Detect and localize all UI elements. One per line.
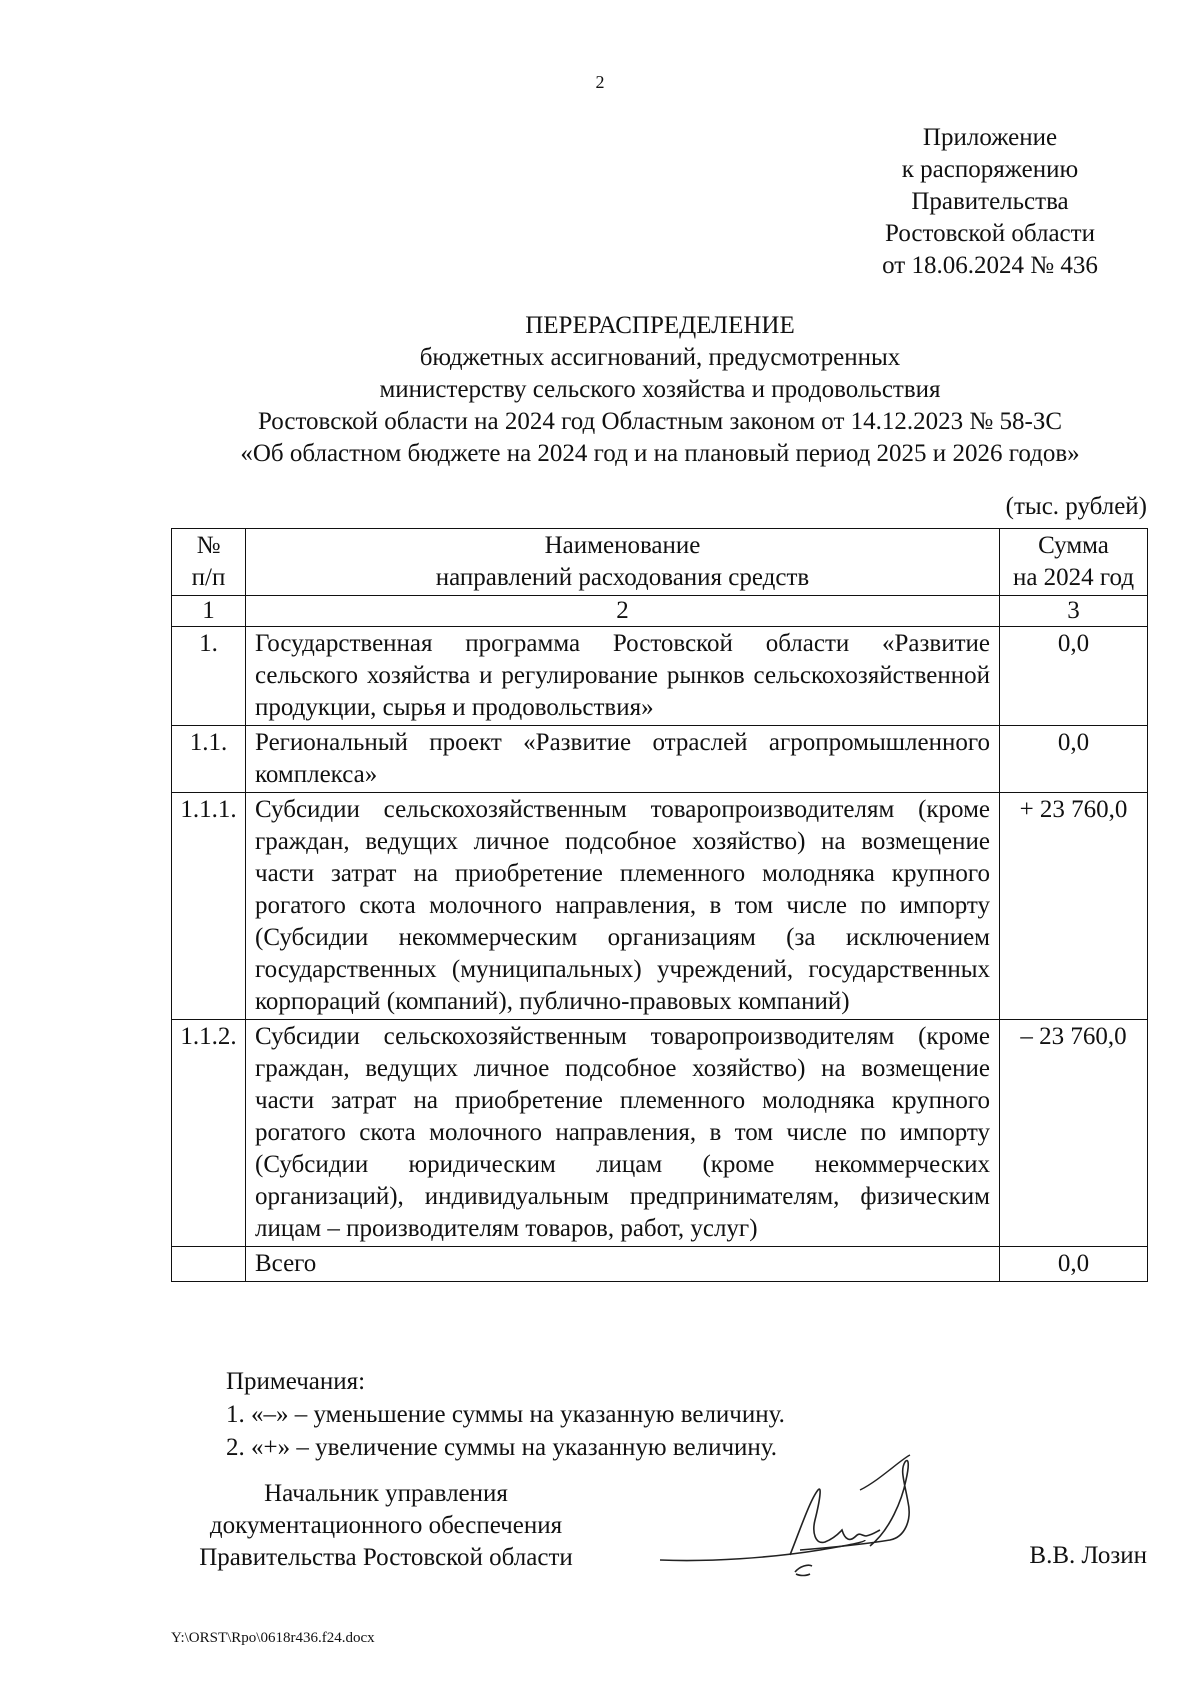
appendix-line: к распоряжению [901,156,1079,183]
signer-title-line: документационного обеспечения [209,1512,563,1539]
signer-title-line: Правительства Ростовской области [199,1544,573,1571]
appendix-line: Ростовской области [885,220,1095,247]
table-row [172,627,1148,726]
title-heading: ПЕРЕРАСПРЕДЕЛЕНИЕ [525,312,795,339]
table-row [172,793,1148,1020]
total-row [172,1247,1148,1282]
header-name [246,529,1000,596]
row-num: 1.1.1. [172,793,246,1020]
document-title [130,310,1190,470]
handwritten-signature [650,1450,950,1580]
row-num: 1. [172,627,246,726]
row-num: 1.1. [172,726,246,793]
file-path: Y:\ORST\Rpo\0618r436.f24.docx [171,1630,375,1646]
header-name-line: направлений расходования средств [435,564,810,591]
header-num-line: п/п [191,564,226,591]
row-text: Субсидии сельскохозяйственным товаропроизводителям (кроме граждан, ведущих личное подсобное хозяйство) на возмещение части затрат на приобретение племенного молодняка крупного рогатого скота молочного направления, в том числе по импорту (Субсидии юридическим лицам (кроме некоммерческих организаций), индивидуальным предпринимателям, физическим лицам – производителям товаров, работ, услуг) [246,1020,1000,1247]
appendix-line: Правительства [911,188,1069,215]
total-num [172,1247,246,1282]
header-name-line: Наименование [544,532,701,559]
title-line: «Об областном бюджете на 2024 год и на плановый период 2025 и 2026 годов» [240,440,1080,467]
budget-table [171,528,1148,1282]
row-text: Государственная программа Ростовской области «Развитие сельского хозяйства и регулирование рынков сельскохозяйственной продукции, сырья и продовольствия» [246,627,1000,726]
row-sum: 0,0 [1000,726,1148,793]
notes-heading: Примечания: [226,1368,366,1395]
column-index: 3 [1000,596,1148,627]
total-sum: 0,0 [1000,1247,1148,1282]
header-sum-line: Сумма [1038,532,1109,559]
unit-label: (тыс. рублей) [1005,493,1147,520]
signer-name: В.В. Лозин [1029,1542,1147,1569]
appendix-line: от 18.06.2024 № 436 [882,252,1098,279]
title-line: Ростовской области на 2024 год Областным законом от 14.12.2023 № 58-ЗС [257,408,1063,435]
page-number: 2 [595,72,605,92]
title-line: бюджетных ассигнований, предусмотренных [419,344,901,371]
note-item: 2. «+» – увеличение суммы на указанную величину. [226,1434,778,1461]
table-row [172,1020,1148,1247]
note-item: 1. «–» – уменьшение суммы на указанную величину. [226,1401,785,1428]
table-row [172,726,1148,793]
column-index: 2 [246,596,1000,627]
row-text: Региональный проект «Развитие отраслей агропромышленного комплекса» [246,726,1000,793]
column-index-row [172,596,1148,627]
appendix-line: Приложение [922,124,1058,151]
title-line: министерству сельского хозяйства и продовольствия [379,376,941,403]
row-sum: + 23 760,0 [1000,793,1148,1020]
header-num-line: № [196,532,221,559]
header-sum-line: на 2024 год [1012,564,1135,591]
signer-title-line: Начальник управления [264,1480,508,1507]
column-index: 1 [172,596,246,627]
total-label: Всего [246,1247,1000,1282]
header-sum [1000,529,1148,596]
table-header-row [172,529,1148,596]
row-sum: 0,0 [1000,627,1148,726]
row-text: Субсидии сельскохозяйственным товаропроизводителям (кроме граждан, ведущих личное подсобное хозяйство) на возмещение части затрат на приобретение племенного молодняка крупного рогатого скота молочного направления, в том числе по импорту (Субсидии некоммерческим организациям (за исключением государственных (муниципальных) учреждений, государственных корпораций (компаний), публично-правовых компаний) [246,793,1000,1020]
row-num: 1.1.2. [172,1020,246,1247]
row-sum: – 23 760,0 [1000,1020,1148,1247]
appendix-block [840,122,1140,282]
header-num [172,529,246,596]
signer-title [171,1478,601,1574]
